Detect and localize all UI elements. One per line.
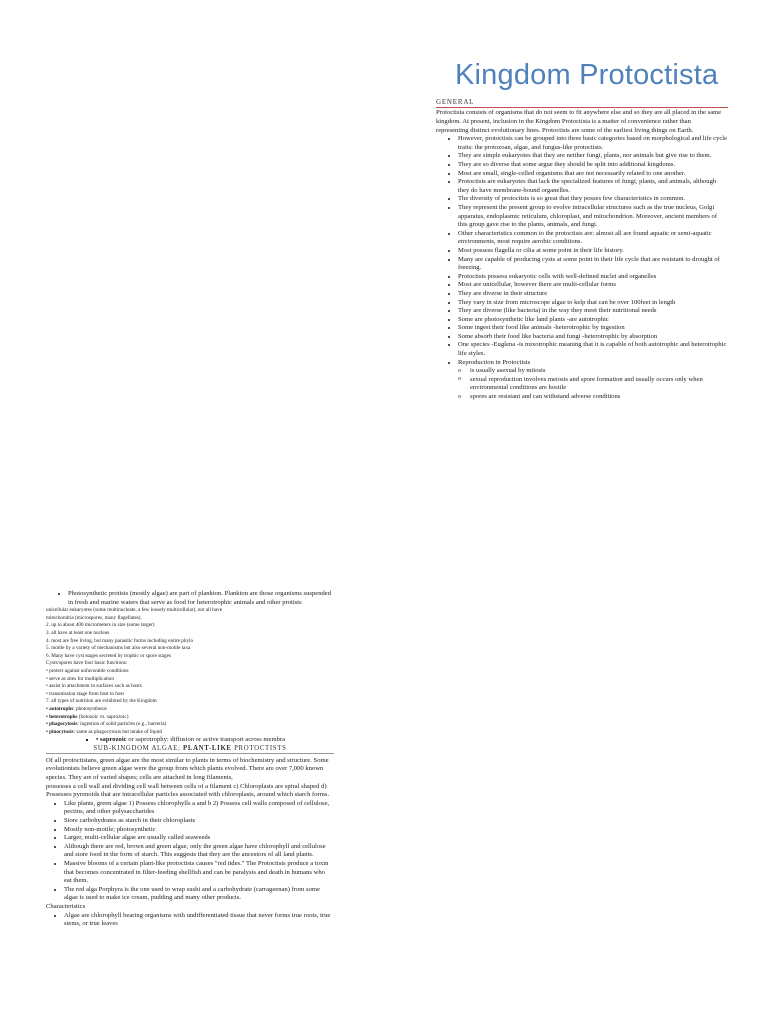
bottom-column	[46, 590, 334, 929]
nutrition-line: • phagocytosis: ingestion of solid particles (e.g., bacteria)	[46, 721, 167, 728]
algae-bullet-list	[46, 800, 334, 903]
sub-list-item: o sexual reproduction involves meiosis and spore formation and usually occurs only when environmental conditions are hostile	[470, 376, 728, 393]
note-line: 6. Many have cyst stages secreted by trophic or spore stages	[46, 652, 171, 659]
list-item: • Protoctists possess eukaryotic cells with well-defined nuclei and organelles	[458, 273, 728, 282]
algae-intro-2: possesses a cell wall and dividing cell wall between cells of a filament c) Chloroplasts are spiral shaped d) Possesses pyrenoids that are intracellular particles associated with chloroplasts, around which starch forms.	[46, 782, 330, 799]
notes-block	[46, 607, 334, 745]
list-item: • Mostly non-motile; photosynthetic	[64, 826, 334, 835]
list-item: • Reproduction in Protoctists	[458, 359, 728, 368]
list-item: • They vary in size from microscope algae to kelp that can be over 100feet in length	[458, 299, 728, 308]
list-item: • The diversity of protoctists is so great that they posses few characteristics in common.	[458, 195, 728, 204]
note-line: 7. all types of nutrition are exhibited by the Kingdom	[46, 698, 157, 705]
plankton-list	[46, 590, 334, 607]
page-title: Kingdom Protoctista	[455, 59, 719, 91]
general-intro: Protoctista consists of organisms that do not seem to fit anywhere else and so they are all placed in the same kingdom. At present, inclusion in the Kingdom Protoctista is a matter of convenience rather than representing distinct evolutionary lines. Protoctists are some of the earliest living things on Earth.	[436, 109, 722, 134]
list-item: • Larger, multi-cellular algae are usually called seaweeds	[64, 834, 334, 843]
list-item: • However, protoctists can be grouped into three basic categories based on morphological and life cycle traits: the protozoan, algae, and fungus-like protoctists.	[458, 135, 728, 152]
reproduction-sublist	[436, 367, 728, 401]
sub-list-item: o is usually asexual by mitosis	[470, 367, 728, 376]
note-line: mitochondria (microspores, many flagellates).	[46, 614, 142, 621]
note-line: 4. most are free living, but many parasitic forms including entire phyla	[46, 637, 193, 644]
characteristics-list	[46, 912, 334, 929]
general-bullet-list	[436, 135, 728, 367]
list-item: • Although there are red, brown and green algae, only the green algae have chlorophyll and cellulose and store food in the form of starch. This suggests that they are the ancestors of all land plants.	[64, 843, 334, 860]
note-line: unicellular eukaryotes (some multinucleate, a few loosely multicellular), not all have	[46, 607, 223, 614]
saprozoic-list	[46, 736, 334, 745]
section-label-general: GENERAL	[436, 98, 728, 108]
note-line: 3. all have at least one nucleus	[46, 629, 110, 636]
list-item: • They are so diverse that some argue they should be split into additional kingdoms.	[458, 161, 728, 170]
characteristics-label: Characteristics	[46, 902, 86, 910]
list-item: • Most are unicellular, however there are multi-cellular forms	[458, 281, 728, 290]
list-item: ▪ • saprozoic or saprotrophy: diffusion or active transport across membra	[96, 736, 334, 745]
list-item: • Protoctists are eukaryotes that lack the specialized features of fungi, plants, and animals, although they do have membrane-bound organelles.	[458, 178, 728, 195]
list-item: • They are diverse in their structure	[458, 290, 728, 299]
sub-list-item: o spores are resistant and can withstand adverse conditions	[470, 393, 728, 402]
list-item: • Some ingest their food like animals -heterotrophic by ingestion	[458, 324, 728, 333]
note-line: • assist in attachment to surfaces such as hosts	[46, 683, 142, 690]
note-line: 2. up to about 400 micrometers in size (some larger)	[46, 622, 155, 629]
list-item: • Algae are chlorophyll bearing organisms with undifferentiated tissue that never forms true roots, true stems, or true leaves	[64, 912, 334, 929]
nutrition-line: • pinocytosis: same as phagocytosis but intake of liquid	[46, 728, 162, 735]
list-item: • One species -Euglena -is mixotrophic meaning that it is capable of both autotrophic and heterotrophic life styles.	[458, 341, 728, 358]
list-item: • Other characteristics common to the protoctists are: almost all are found aquatic or semi-aquatic environments, most require aerobic conditions.	[458, 230, 728, 247]
nutrition-line: • heterotrophs (holozoic vs. saprozoic)	[46, 713, 129, 720]
list-item: • They are simple eukaryotes that they are neither fungi, plants, nor animals but give rise to them.	[458, 152, 728, 161]
list-item: • Many are capable of producing cysts at some point in their life cycle that are resistant to drought of freezing.	[458, 256, 728, 273]
list-item: • Like plants, green algae 1) Possess chlorophylls a and b 2) Possess cell walls composed of cellulose, pectins, and other polysaccharides	[64, 800, 334, 817]
list-item: • They represent the present group to evolve intracellular structures such as the true nucleus, Golgi apparatus, endoplasmic reticulum, chloroplast, and mitochondrion. Moreover, ancient members of this group gave rise to the plants, animals, and fungi.	[458, 204, 728, 230]
list-item: • The red alga Porphyra is the one used to wrap sushi and a carbohydrate (carrageenan) from some algae is used to make ice cream, pudding and many other products.	[64, 886, 334, 903]
list-item: • Massive blooms of a certain plant-like protoctists causes "red tides." The Protoctists produce a toxin that becomes concentrated in filter-feeding shellfish and can be paralysis and death in humans who eat them.	[64, 860, 334, 886]
list-item: • Photosynthetic protists (mostly algae) are part of plankton. Plankton are those organisms suspended in fresh and marine waters that serve as food for heterotrophic animals and other protists	[68, 590, 334, 607]
list-item: • Some are photosynthetic like land plants -are autotrophic	[458, 316, 728, 325]
top-column	[436, 60, 728, 402]
note-line: Cysts/spores have four basic functions:	[46, 660, 128, 667]
section-heading-algae: SUB-KINGDOM ALGAE; PLANT-LIKE PROTOCTISTS	[46, 745, 334, 754]
note-line: • protect against unfavorable conditions	[46, 667, 129, 674]
list-item: • They are diverse (like bacteria) in the way they meet their nutritional needs	[458, 307, 728, 316]
list-item: • Most possess flagella or cilia at some point in their life history.	[458, 247, 728, 256]
list-item: • Some absorb their food like bacteria and fungi -heterotrophic by absorption	[458, 333, 728, 342]
algae-intro: Of all protoctistans, green algae are the most similar to plants in terms of biochemistry and structure. Some evolutionists believe green algae were the group from which plants evolved. There are over 7,000 known species. They are of varied shapes; cells are attached in long filaments,	[46, 756, 329, 782]
list-item: • Most are small, single-celled organisms that are not necessarily related to one another.	[458, 170, 728, 179]
list-item: • Store carbohydrates as starch in their chloroplasts	[64, 817, 334, 826]
note-line: • transmission stage from host to host	[46, 690, 124, 697]
note-line: • serve as sites for multiplication	[46, 675, 114, 682]
nutrition-line: • autotrophs: photosynthesis	[46, 705, 107, 712]
note-line: 5. motile by a variety of mechanisms but also several non-motile taxa	[46, 645, 191, 652]
